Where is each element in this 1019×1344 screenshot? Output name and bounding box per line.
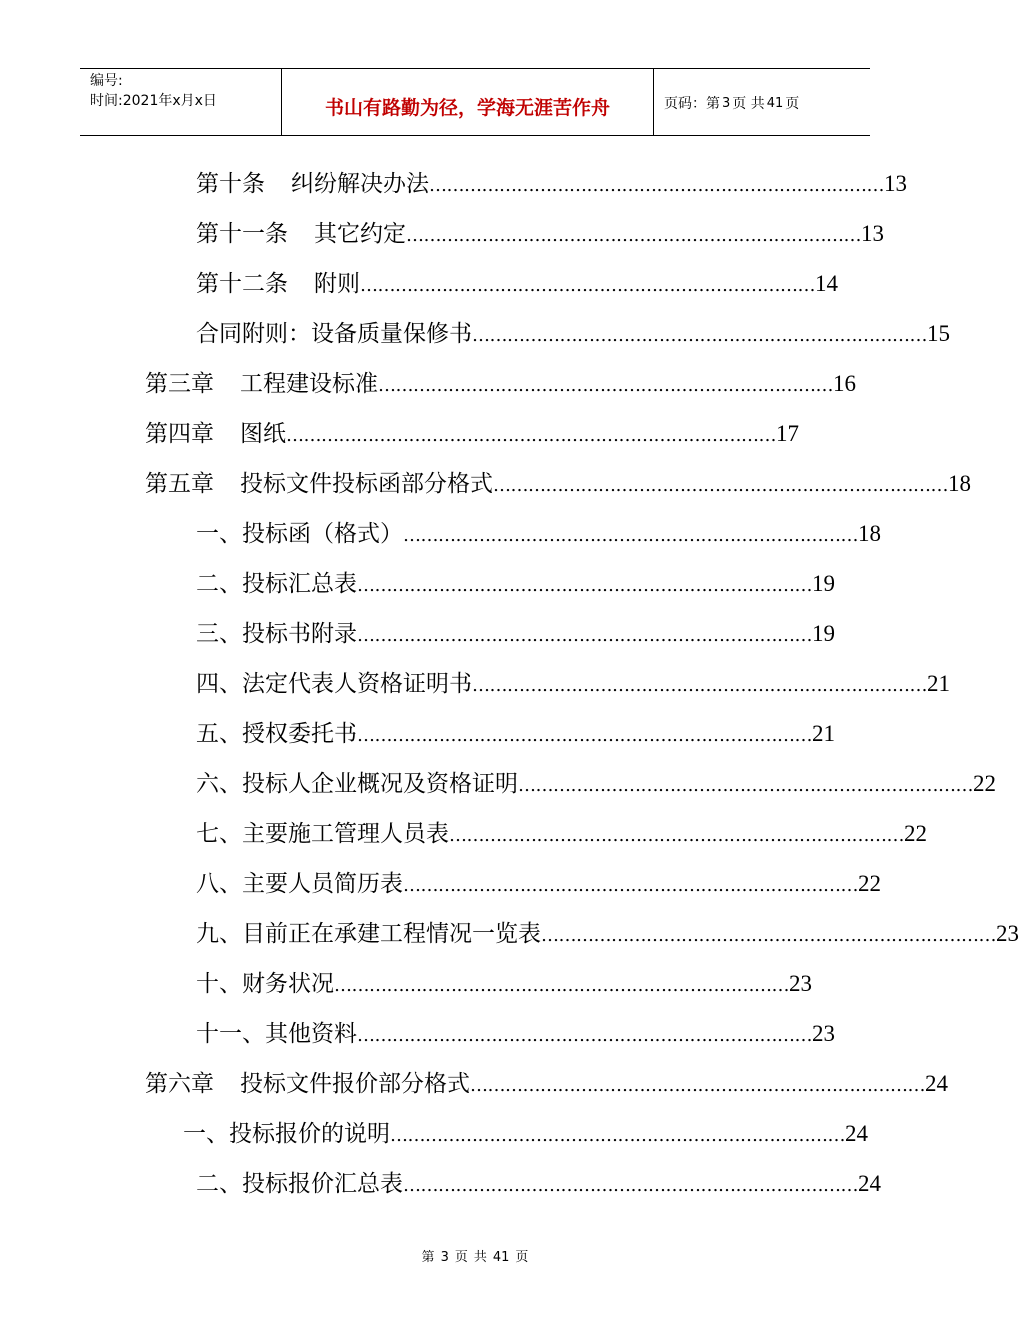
toc-entry-title: 第六章 投标文件报价部分格式 — [145, 1071, 470, 1097]
toc-entry[interactable] — [196, 214, 884, 254]
toc-leader: …………………………………………………………………… — [403, 525, 858, 546]
toc-entry[interactable] — [196, 614, 835, 654]
footer-page-total: 41 — [492, 1250, 510, 1265]
toc-entry[interactable] — [196, 964, 812, 1004]
toc-entry-title: 三、投标书附录 — [196, 621, 357, 647]
toc-entry[interactable] — [196, 264, 838, 304]
toc-entry-page: 21 — [812, 721, 835, 746]
toc-entry-page: 13 — [884, 171, 907, 196]
page-header — [80, 68, 870, 136]
toc-leader: …………………………………………………………………… — [449, 825, 904, 846]
toc-entry-page: 19 — [812, 621, 835, 646]
toc-entry-title: 九、目前正在承建工程情况一览表 — [196, 921, 541, 947]
toc-leader: …………………………………………………………………… — [518, 775, 973, 796]
header-page-total: 41 — [766, 95, 784, 111]
toc-entry-title: 七、主要施工管理人员表 — [196, 821, 449, 847]
toc-entry-title: 合同附则：设备质量保修书 — [196, 321, 472, 347]
toc-leader: …………………………………………………………………… — [390, 1125, 845, 1146]
footer-word: 页 — [515, 1250, 529, 1265]
toc-entry-title: 八、主要人员简历表 — [196, 871, 403, 897]
toc-entry-title: 十一、其他资料 — [196, 1021, 357, 1047]
toc-leader: …………………………………………………………………… — [403, 1175, 858, 1196]
header-info-cell — [80, 69, 282, 135]
toc-leader: …………………………………………………………………… — [472, 325, 927, 346]
toc-entry-title: 六、投标人企业概况及资格证明 — [196, 771, 518, 797]
toc-leader: …………………………………………………………………… — [406, 225, 861, 246]
toc-entry-title: 一、投标报价的说明 — [183, 1121, 390, 1147]
toc-entry-page: 24 — [858, 1171, 881, 1196]
header-page-end: 页 — [785, 96, 800, 112]
toc-entry-page: 22 — [858, 871, 881, 896]
toc-entry-title: 四、法定代表人资格证明书 — [196, 671, 472, 697]
toc-leader: …………………………………………………………………… — [357, 625, 812, 646]
footer-word: 页 — [454, 1250, 468, 1265]
toc-leader: …………………………………………………………………… — [541, 925, 996, 946]
toc-entry[interactable] — [196, 164, 907, 204]
header-time-label: 时间: — [90, 93, 123, 109]
toc-entry[interactable] — [183, 1114, 868, 1154]
toc-leader: …………………………………………………………………… — [429, 175, 884, 196]
toc-entry-page: 18 — [948, 471, 971, 496]
toc-entry-page: 17 — [776, 421, 799, 446]
toc-entry-page: 18 — [858, 521, 881, 546]
toc-leader: …………………………………………………………………… — [360, 275, 815, 296]
toc-entry[interactable] — [145, 464, 971, 504]
toc-entry-page: 24 — [925, 1071, 948, 1096]
toc-entry-title: 第十一条 其它约定 — [196, 221, 406, 247]
toc-entry[interactable] — [196, 764, 996, 804]
toc-entry-page: 21 — [927, 671, 950, 696]
toc-entry[interactable] — [196, 1164, 881, 1204]
header-number-label: 编号: — [90, 73, 123, 89]
toc-entry-title: 十、财务状况 — [196, 971, 334, 997]
toc-leader: …………………………………………………………………… — [472, 675, 927, 696]
toc-entry-title: 第三章 工程建设标准 — [145, 371, 378, 397]
toc-leader: …………………………………………………………………… — [470, 1075, 925, 1096]
header-time — [90, 91, 281, 111]
toc-entry[interactable] — [196, 564, 835, 604]
toc-leader: …………………………………………………………………… — [403, 875, 858, 896]
toc-entry-page: 24 — [845, 1121, 868, 1146]
header-page-label: 页码：第 — [664, 96, 720, 112]
toc-entry[interactable] — [145, 1064, 948, 1104]
toc-entry[interactable] — [196, 1014, 835, 1054]
toc-leader: …………………………………………………………………… — [493, 475, 948, 496]
toc-entry-page: 22 — [904, 821, 927, 846]
toc-entry-title: 第十条 纠纷解决办法 — [196, 171, 429, 197]
header-motto: 书山有路勤为径，学海无涯苦作舟 — [282, 69, 654, 135]
toc-entry[interactable] — [196, 714, 835, 754]
toc-entry[interactable] — [145, 414, 799, 454]
toc-entry-title: 五、授权委托书 — [196, 721, 357, 747]
header-time-value: 2021年x月x日 — [122, 93, 217, 109]
header-page-current: 3 — [722, 95, 731, 111]
toc-entry-page: 14 — [815, 271, 838, 296]
footer-word: 共 — [473, 1250, 487, 1265]
header-page-mid: 页 共 — [732, 96, 765, 112]
toc-entry-title: 第十二条 附则 — [196, 271, 360, 297]
toc-entry[interactable] — [196, 914, 1019, 954]
toc-entry[interactable] — [196, 664, 950, 704]
toc-entry-page: 13 — [861, 221, 884, 246]
toc-entry[interactable] — [196, 314, 950, 354]
footer-page-current: 3 — [440, 1250, 449, 1265]
toc-entry-page: 19 — [812, 571, 835, 596]
toc-leader: …………………………………………………………………… — [357, 1025, 812, 1046]
header-page-info — [654, 69, 870, 135]
toc-entry[interactable] — [196, 864, 881, 904]
toc-leader: …………………………………………………………………… — [357, 575, 812, 596]
toc-leader: …………………………………………………………………… — [378, 375, 833, 396]
toc-entry-page: 23 — [789, 971, 812, 996]
toc-entry-page: 16 — [833, 371, 856, 396]
toc-entry-page: 23 — [996, 921, 1019, 946]
toc-entry-page: 22 — [973, 771, 996, 796]
toc-entry-page: 23 — [812, 1021, 835, 1046]
toc-entry[interactable] — [196, 814, 927, 854]
toc-entry-title: 第五章 投标文件投标函部分格式 — [145, 471, 493, 497]
toc-leader: ………………………………………………………………………… — [286, 425, 776, 446]
toc-entry-page: 15 — [927, 321, 950, 346]
toc-entry-title: 第四章 图纸 — [145, 421, 286, 447]
toc-entry-title: 二、投标汇总表 — [196, 571, 357, 597]
toc-leader: …………………………………………………………………… — [357, 725, 812, 746]
page-footer — [0, 1246, 950, 1265]
toc-entry[interactable] — [196, 514, 881, 554]
toc-entry-title: 一、投标函（格式） — [196, 521, 403, 547]
footer-word: 第 — [421, 1250, 435, 1265]
toc-entry[interactable] — [145, 364, 856, 404]
toc-entry-title: 二、投标报价汇总表 — [196, 1171, 403, 1197]
toc-leader: …………………………………………………………………… — [334, 975, 789, 996]
